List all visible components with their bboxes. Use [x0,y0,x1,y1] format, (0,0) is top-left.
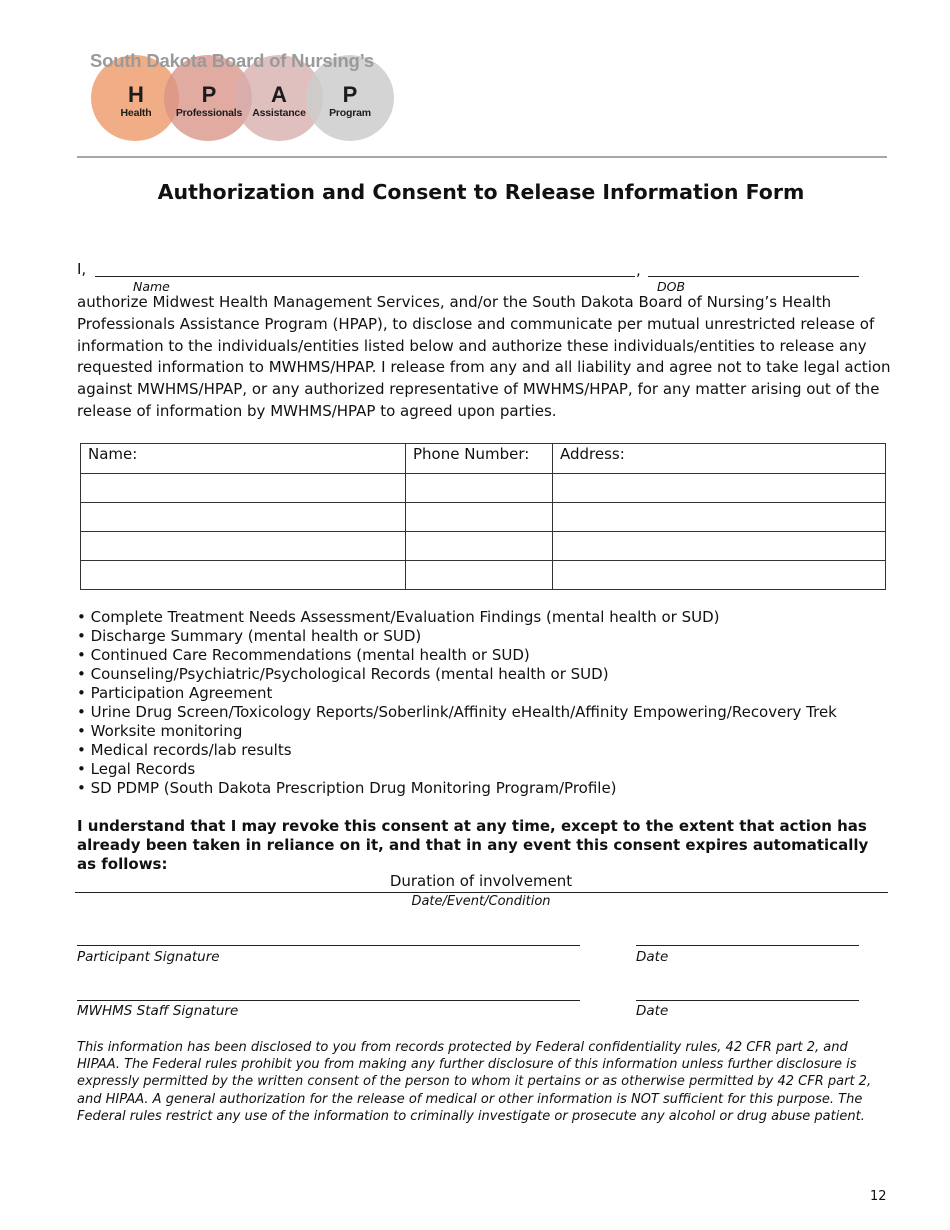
name-cell[interactable] [81,503,406,532]
participant-date-line[interactable] [636,945,859,946]
name-dob-comma: , [636,261,641,279]
header-name: Name: [81,444,406,474]
phone-cell[interactable] [406,474,553,503]
name-cell[interactable] [81,474,406,503]
expiry-line [75,892,888,893]
list-item: • SD PDMP (South Dakota Prescription Drug Monitoring Program/Profile) [77,779,617,797]
name-cell[interactable] [81,561,406,590]
address-cell[interactable] [553,503,886,532]
phone-cell[interactable] [406,561,553,590]
expiry-label: Date/Event/Condition [411,894,551,909]
list-item: • Legal Records [77,760,196,778]
list-item: • Continued Care Recommendations (mental health or SUD) [77,646,530,664]
expiry-value[interactable]: Duration of involvement [389,872,573,890]
name-label: Name [133,279,170,294]
list-item: • Worksite monitoring [77,722,243,740]
address-cell[interactable] [553,474,886,503]
list-item: • Medical records/lab results [77,741,292,759]
contacts-table [80,443,886,590]
logo-label-health: H Health [120,82,152,119]
staff-signature-line[interactable] [77,1000,580,1001]
dob-label: DOB [657,279,686,294]
confidentiality-notice: This information has been disclosed to you from records protected by Federal confidentiality rules, 42 CFR part 2, and HIPAA. The Federal rules prohibit you from making any further disclosure of this information unless further disclosure is expressly permitted by the written consent of the person to whom it pertains or as otherwise permitted by 42 CFR part 2, and HIPAA. A general authorization for the release of medical or other information is NOT sufficient for this purpose. The Federal rules restrict any use of the information to criminally investigate or prosecute any alcohol or drug abuse patient. [77,1040,872,1124]
records-list [77,608,837,798]
revoke-statement: I understand that I may revoke this consent at any time, except to the extent that action has already been taken in reliance on it, and that in any event this consent expires automatically as follows: [77,817,869,873]
list-item: • Urine Drug Screen/Toxicology Reports/Soberlink/Affinity eHealth/Affinity Empowering/Recovery Trek [77,703,837,721]
hpap-logo [88,50,400,142]
staff-date-label: Date [636,1003,669,1019]
table-row [81,474,886,503]
header-divider [77,156,887,158]
table-row [81,561,886,590]
name-prefix: I, [77,260,87,278]
logo-label-program: P Program [329,82,371,119]
participant-signature-label: Participant Signature [77,949,220,965]
address-cell[interactable] [553,532,886,561]
table-row [81,532,886,561]
participant-signature-line[interactable] [77,945,580,946]
name-field[interactable] [95,276,635,277]
phone-cell[interactable] [406,532,553,561]
page-number: 12 [870,1189,887,1204]
table-row [81,503,886,532]
list-item: • Counseling/Psychiatric/Psychological Records (mental health or SUD) [77,665,609,683]
list-item: • Complete Treatment Needs Assessment/Evaluation Findings (mental health or SUD) [77,608,720,626]
staff-signature-label: MWHMS Staff Signature [77,1003,239,1019]
authorization-paragraph: authorize Midwest Health Management Services, and/or the South Dakota Board of Nursing’s Health Professionals Assistance Program (HPAP), to disclose and communicate per mutual unrestricted release of information to the individuals/entities listed below and authorize these individuals/entities to release any requested information to MWHMS/HPAP. I release from any and all liability and agree not to take legal action against MWHMS/HPAP, or any authorized representative of MWHMS/HPAP, for any matter arising out of the release of information by MWHMS/HPAP to agreed upon parties. [77,293,891,420]
form-title: Authorization and Consent to Release Information Form [157,180,805,204]
logo-label-professionals: P Professionals [175,82,243,119]
participant-date-label: Date [636,949,669,965]
address-cell[interactable] [553,561,886,590]
phone-cell[interactable] [406,503,553,532]
list-item: • Discharge Summary (mental health or SUD) [77,627,422,645]
header-phone: Phone Number: [406,444,553,474]
name-cell[interactable] [81,532,406,561]
staff-date-line[interactable] [636,1000,859,1001]
table-header-row [81,444,886,474]
logo-label-assistance: A Assistance [252,82,306,119]
logo-title: South Dakota Board of Nursing’s [90,50,374,71]
list-item: • Participation Agreement [77,684,273,702]
dob-field[interactable] [648,276,859,277]
header-address: Address: [553,444,886,474]
